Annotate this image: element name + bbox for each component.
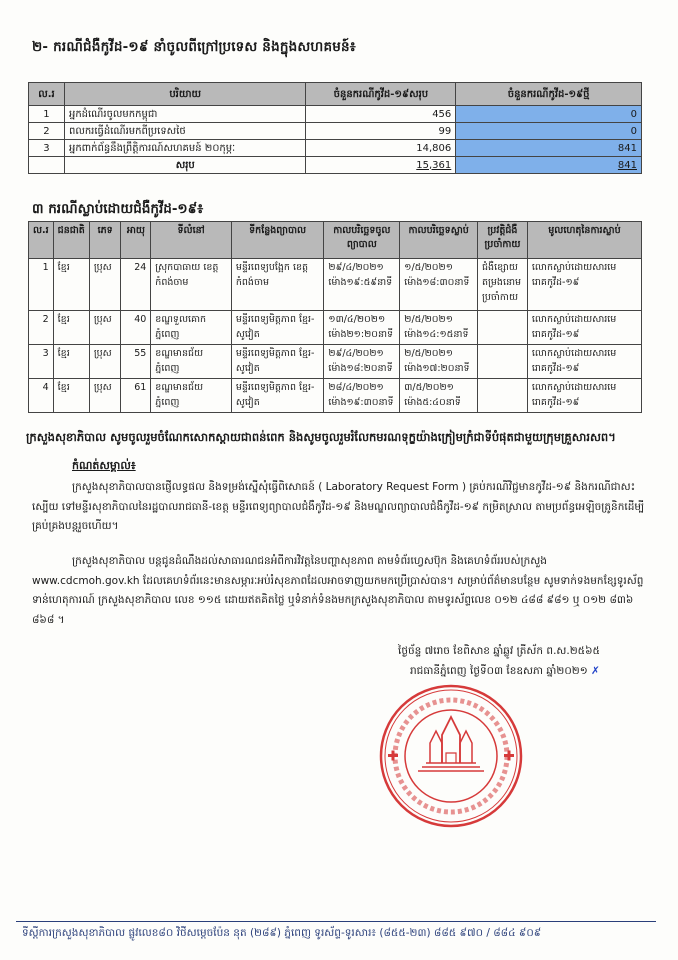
- table-sum-row: [29, 157, 642, 174]
- sum-total-value: 15,361: [416, 159, 452, 171]
- sum-new: [456, 157, 642, 174]
- col-header-cause-of-death: មូលហេតុនៃការស្លាប់: [527, 222, 641, 259]
- sum-label: សរុប: [64, 157, 305, 174]
- row-no: 3: [29, 140, 65, 157]
- solar-date-text: រាជធានីភ្នំពេញ ថ្ងៃទី០៣ ខែឧសភា ឆ្នាំ២០២១: [410, 665, 588, 677]
- row-description: អ្នកដំណើរចូលមកកម្ពុជា: [64, 106, 305, 123]
- col-header-nationality: ជនជាតិ: [53, 222, 89, 259]
- cell-no: 3: [29, 345, 54, 379]
- deaths-table: [28, 221, 642, 413]
- col-header-admission-date: កាលបរិច្ឆេទចូលព្យាបាល: [324, 222, 400, 259]
- seal-icon: [378, 683, 524, 829]
- cell-cause-of-death: លោកស្លាប់ដោយសារមេរោគកូវីដ-១៩: [527, 311, 641, 345]
- ministry-seal-stamp: [378, 683, 524, 829]
- cell-cause-of-death: លោកស្លាប់ដោយសារមេរោគកូវីដ-១៩: [527, 259, 641, 311]
- cell-sex: ប្រុស: [89, 259, 121, 311]
- cell-nationality: ខ្មែរ: [53, 311, 89, 345]
- cell-medical-history: [478, 311, 528, 345]
- row-description: ពលករធ្វើដំណើរមកពីប្រទេសថៃ: [64, 123, 305, 140]
- cell-cause-of-death: លោកស្លាប់ដោយសារមេរោគកូវីដ-១៩: [527, 345, 641, 379]
- cell-address: ស្រុកបាធាយ ខេត្តកំពង់ចាម: [151, 259, 232, 311]
- note-paragraph-2: ក្រសួងសុខាភិបាល បន្តជូនដំណឹងដល់សាធារណជនអំពីការវិវត្តនៃបញ្ហាសុខភាព តាមទំព័រហ្វេសប៊ុក និងគេហទំព័ររបស់ក្រសួង www.cdcmoh.gov.kh ដែលគេហទំព័រនេះមានសម្ភារៈអប់រំសុខភាពដែលអាចទាញយកមកប្រើប្រាស់បាន។ សម្រាប់ព័ត៌មានបន្ថែម សូមទាក់ទងមកខ្សែទូរស័ព្ទទាន់ហេតុការណ៍ ក្រសួងសុខាភិបាល លេខ ១១៥ ដោយឥតគិតថ្លៃ ឬទំនាក់ទំនងមកក្រសួងសុខាភិបាល តាមទូរស័ព្ទលេខ ០១២ ៤៨៨ ៩៨១ ឬ ០១២ ៨៣៦ ៨៦៨ ។: [32, 555, 644, 626]
- row-total: 99: [306, 123, 456, 140]
- cell-no: 4: [29, 379, 54, 413]
- cell-admission-date: ២៨/៤/២០២១ ម៉ោង១៩:៣០នាទី: [324, 379, 400, 413]
- row-new: 841: [456, 140, 642, 157]
- col-header-medical-history: ប្រវត្តិជំងឺប្រចាំកាយ: [478, 222, 528, 259]
- col-header-death-date: កាលបរិច្ឆេទស្លាប់: [400, 222, 478, 259]
- imported-community-cases-table: [28, 82, 642, 174]
- col-header-age: អាយុ: [121, 222, 151, 259]
- cell-death-date: ១/៥/២០២១ ម៉ោង១៨:៣០នាទី: [400, 259, 478, 311]
- cell-death-date: ២/៥/២០២១ ម៉ោង១៧:២០នាទី: [400, 345, 478, 379]
- sum-total: [306, 157, 456, 174]
- cell-death-date: ៣/៥/២០២១ ម៉ោង៥:៤០នាទី: [400, 379, 478, 413]
- cell-sex: ប្រុស: [89, 379, 121, 413]
- row-total: 456: [306, 106, 456, 123]
- lunar-date: ថ្ងៃច័ន្ទ ៧រោច ខែពិសាខ ឆ្នាំឆ្លូវ ត្រីស័ក ព.ស.២៥៦៥: [398, 645, 600, 657]
- section-3-title: ៣ ករណីស្លាប់ដោយជំងឺកូវីដ-១៩៖: [32, 201, 204, 217]
- signature-mark: ✗: [591, 665, 600, 677]
- row-no: 2: [29, 123, 65, 140]
- cell-no: 1: [29, 259, 54, 311]
- cell-age: 40: [121, 311, 151, 345]
- cell-admission-date: ២៩/៤/២០២១ ម៉ោង១៩:៥៩នាទី: [324, 259, 400, 311]
- cell-sex: ប្រុស: [89, 345, 121, 379]
- cell-sex: ប្រុស: [89, 311, 121, 345]
- col-header-description: បរិយាយ: [64, 83, 305, 106]
- cell-admission-date: ២៩/៤/២០២១ ម៉ោង១៨:២០នាទី: [324, 345, 400, 379]
- section-2-title: ២- ករណីជំងឺកូវីដ-១៩ នាំចូលពីក្រៅប្រទេស និងក្នុងសហគមន៍៖: [32, 39, 356, 55]
- col-header-sex: ភេទ: [89, 222, 121, 259]
- cell-cause-of-death: លោកស្លាប់ដោយសារមេរោគកូវីដ-១៩: [527, 379, 641, 413]
- cell-nationality: ខ្មែរ: [53, 345, 89, 379]
- row-new: 0: [456, 123, 642, 140]
- row-no: 1: [29, 106, 65, 123]
- cell-medical-history: [478, 345, 528, 379]
- col-header-new-cases: ចំនួនករណីកូវីដ-១៩ថ្មី: [456, 83, 642, 106]
- cell-age: 55: [121, 345, 151, 379]
- cell-no: 2: [29, 311, 54, 345]
- cell-medical-history: [478, 379, 528, 413]
- cell-admission-date: ១៣/៤/២០២១ ម៉ោង២១:២០នាទី: [324, 311, 400, 345]
- table-row: [29, 106, 642, 123]
- table-header-row: [29, 222, 642, 259]
- sum-no: [29, 157, 65, 174]
- row-description: អ្នកពាក់ព័ន្ធនឹងព្រឹត្តិការណ៍សហគមន៍ ២០កុម្ភៈ: [64, 140, 305, 157]
- condolence-statement: ក្រសួងសុខាភិបាល សូមចូលរួមចំណែកសោកស្តាយជាពន់ពេក និងសូមចូលរួមរំលែកមរណទុក្ខយ៉ាងក្រៀមក្រំជាទីបំផុតជាមួយក្រុមគ្រួសារសព។: [26, 430, 616, 444]
- table-row: [29, 140, 642, 157]
- cell-death-date: ២/៥/២០២១ ម៉ោង១៤:១៥នាទី: [400, 311, 478, 345]
- solar-date: [410, 665, 600, 680]
- note-paragraph-1: ក្រសួងសុខាភិបាលបានផ្ញើលទ្ធផល និងទម្រង់ស្នើសុំធ្វើពិសោធន៍ ( Laboratory Request Form ) គ្រប់ករណីវិជ្ជមានកូវីដ-១៩ និងករណីជាសះស្បើយ ទៅមន្ទីរសុខាភិបាលនៃរដ្ឋបាលរាជធានី-ខេត្ត មន្ទីរពេទ្យព្យាបាលជំងឺកូវីដ-១៩ និងមណ្ឌលព្យាបាលជំងឺកូវីដ-១៩ កម្រិតស្រាល តាមប្រព័ន្ធអេឡិចត្រូនិកដើម្បីគ្រប់គ្រងបន្តរួចហើយ។: [32, 481, 645, 532]
- col-header-hospital: ទីកន្លែងព្យាបាល: [231, 222, 324, 259]
- cell-address: ខណ្ឌទួលគោក ភ្នំពេញ: [151, 311, 232, 345]
- table-row: [29, 379, 642, 413]
- cell-age: 61: [121, 379, 151, 413]
- col-header-no: ល.រ: [29, 83, 65, 106]
- row-total: 14,806: [306, 140, 456, 157]
- sum-new-value: 841: [617, 159, 637, 171]
- cell-age: 24: [121, 259, 151, 311]
- cell-nationality: ខ្មែរ: [53, 259, 89, 311]
- cell-address: ខណ្ឌមានជ័យ ភ្នំពេញ: [151, 345, 232, 379]
- cell-medical-history: ជំងឺខ្សោយតម្រងនោមប្រចាំកាយ: [478, 259, 528, 311]
- cell-hospital: មន្ទីរពេទ្យមិត្តភាព ខ្មែរ-សូវៀត: [231, 379, 324, 413]
- table-row: [29, 259, 642, 311]
- cell-nationality: ខ្មែរ: [53, 379, 89, 413]
- note-title: កំណត់សម្គាល់៖: [72, 459, 136, 472]
- cell-hospital: មន្ទីរពេទ្យបង្អែក ខេត្តកំពង់ចាម: [231, 259, 324, 311]
- col-header-no: ល.រ: [29, 222, 54, 259]
- table-row: [29, 345, 642, 379]
- table-row: [29, 123, 642, 140]
- col-header-total-cases: ចំនួនករណីកូវីដ-១៩សរុប: [306, 83, 456, 106]
- footer-divider: [16, 921, 656, 922]
- col-header-address: ទីលំនៅ: [151, 222, 232, 259]
- table-header-row: [29, 83, 642, 106]
- cell-hospital: មន្ទីរពេទ្យមិត្តភាព ខ្មែរ-សូវៀត: [231, 345, 324, 379]
- footer-address: ទីស្តីការក្រសួងសុខាភិបាល ផ្លូវលេខ៨០ វិថីសម្តេចប៉ែន នុត (២៨៩) ភ្នំពេញ ទូរស័ព្ទ-ទូរសារ៖ (៨៥៥-២៣) ៨៨៥ ៩៧០ / ៨៨៤ ៩០៩: [22, 927, 542, 939]
- row-new: 0: [456, 106, 642, 123]
- cell-hospital: មន្ទីរពេទ្យមិត្តភាព ខ្មែរ-សូវៀត: [231, 311, 324, 345]
- table-row: [29, 311, 642, 345]
- cell-address: ខណ្ឌមានជ័យ ភ្នំពេញ: [151, 379, 232, 413]
